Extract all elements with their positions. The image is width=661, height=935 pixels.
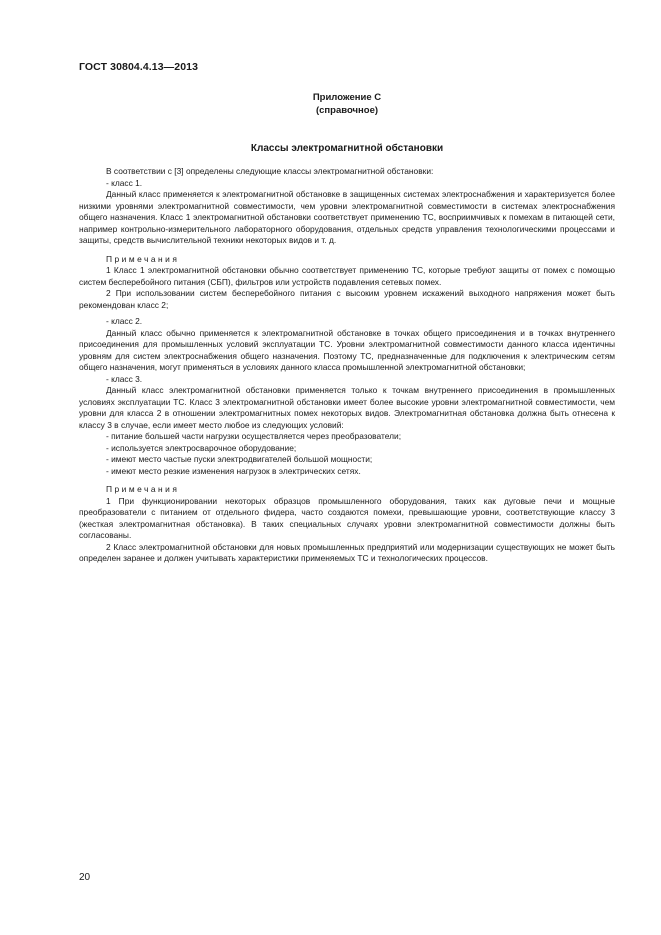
paragraph-class-3: Данный класс электромагнитной обстановки применяется только к точкам внутреннего присоединения в промышленных условиях эксплуатации ТС. Класс 3 электромагнитной обстановки имеет более высокие уровни электромагнитной совместимости, чем уровни для класса 2 в отношении электромагнитных помех некоторых видов. Электромагнитная обстановка должна быть отнесена к классу 3 в случае, если имеет место любое из следующих условий: bbox=[79, 385, 615, 430]
document-id: ГОСТ 30804.4.13—2013 bbox=[79, 61, 199, 73]
list-item: - питание большей части нагрузки осуществляется через преобразователи; bbox=[106, 431, 402, 441]
note-2: 2 При использовании систем бесперебойного питания с высоким уровнем искажений выходного напряжения может быть рекомендован класс 2; bbox=[79, 288, 615, 310]
section-title: Классы электромагнитной обстановки bbox=[250, 143, 444, 154]
paragraph-intro: В соответствии с [3] определены следующие классы электромагнитной обстановки: bbox=[106, 166, 434, 176]
paragraph-class-1: Данный класс применяется к электромагнитной обстановке в защищенных системах электроснабжения и характеризуется более низкими уровнями электромагнитной совместимости, чем уровни электромагнитной совместимости в системах электроснабжения общего назначения. Класс 1 электромагнитной обстановки соответствует применению ТС, восприимчивых к помехам в питающей сети, например контрольно-измерительного лабораторного оборудования, отдельных средств управления технологическими процессами и защиты, средств вычислительной техники некоторых видов и т. д. bbox=[79, 189, 615, 245]
notes-heading: Примечания bbox=[106, 484, 180, 494]
list-item: - имеют место частые пуски электродвигателей большой мощности; bbox=[106, 454, 373, 464]
notes-heading: Примечания bbox=[106, 253, 180, 264]
paragraph-class-2: Данный класс обычно применяется к электромагнитной обстановке в точках общего присоединения и в точках внутреннего присоединения для промышленных условий эксплуатации ТС. Уровни электромагнитной совместимости данного класса идентичны уровням для систем электроснабжения общего назначения. Поэтому ТС, предназначенные для подключения к электрическим сетям общего назначения, могут применяться в условиях данного класса промышленной электромагнитной обстановки; bbox=[79, 327, 615, 372]
list-item: - используется электросварочное оборудование; bbox=[106, 442, 297, 453]
note-2: 2 Класс электромагнитной обстановки для новых промышленных предприятий или модернизации существующих не может быть определен заранее и должен учитывать характеристики применяемых ТС и технологических процессов. bbox=[79, 541, 615, 563]
body-text bbox=[79, 166, 615, 565]
annex-heading bbox=[79, 91, 615, 117]
annex-type: (справочное) bbox=[315, 105, 379, 116]
class-1-item: - класс 1. bbox=[106, 177, 143, 188]
list-item: - имеют место резкие изменения нагрузок в электрических сетях. bbox=[106, 465, 361, 476]
page-number: 20 bbox=[79, 872, 91, 883]
note-1: 1 Класс 1 электромагнитной обстановки обычно соответствует применению ТС, которые требуют защиты от помех с помощью систем бесперебойного питания (СБП), фильтров или устройств подавления сетевых помех. bbox=[79, 265, 615, 287]
class-3-item: - класс 3. bbox=[106, 373, 143, 384]
annex-label: Приложение С bbox=[312, 92, 382, 103]
class-2-item: - класс 2. bbox=[106, 316, 143, 326]
note-1: 1 При функционировании некоторых образцов промышленного оборудования, таких как дуговые печи и мощные преобразователи с питанием от отдельного фидера, часто создаются помехи, превышающие уровни, соответствующие классу 3 (жесткая электромагнитная обстановка). В таких специальных случаях уровни электромагнитной совместимости должны быть согласованы. bbox=[79, 495, 615, 540]
